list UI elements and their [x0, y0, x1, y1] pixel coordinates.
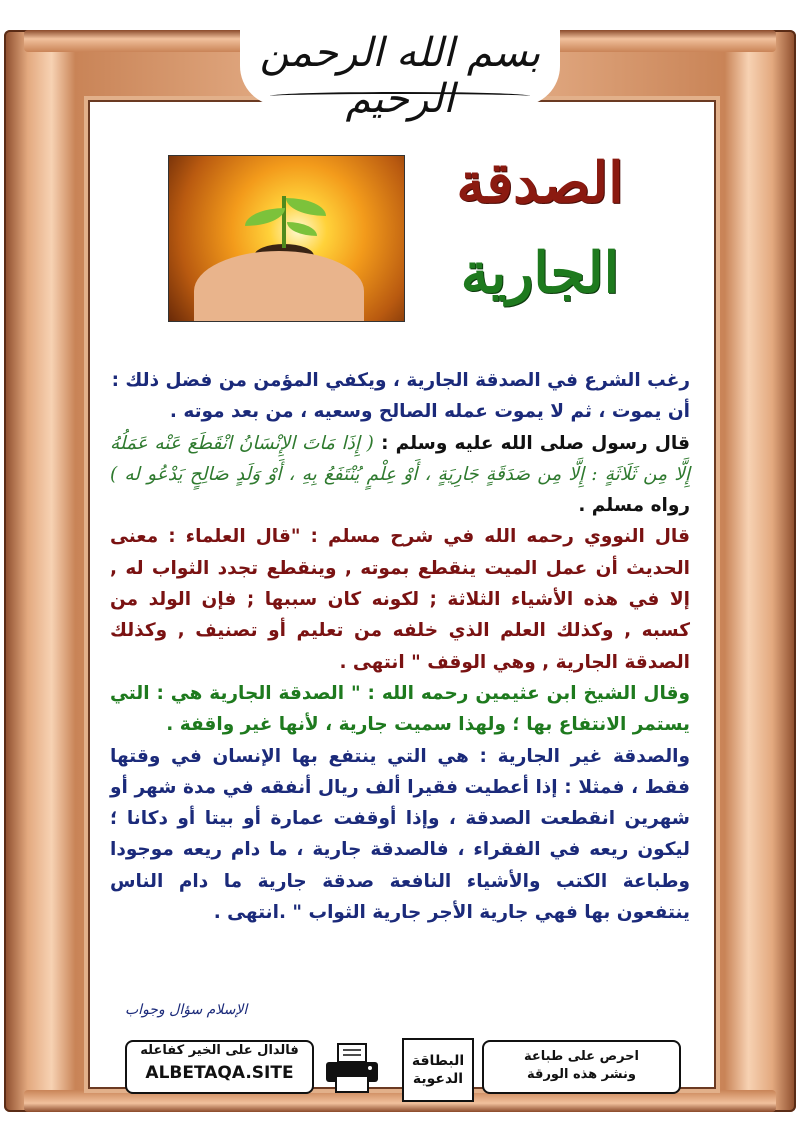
- paragraph-hadith: [110, 428, 690, 522]
- explanation-text: والصدقة غير الجارية : هي التي ينتفع بها الإنسان في وقتها فقط ، فمثلا : إذا أعطيت فقيرا ألف ريال أنفقه في مدة شهر أو شهرين انقطعت الصدقة ، وإذا أوقفت عمارة أو بيتا أو دكانا ؛ ليكون ريعه في الفقراء ، فالصدقة جارية ، ما دام ريعه موجودا وطباعة الكتب والأشياء النافعة صدقة جارية ما دام الناس ينتفعون بها فهي جارية الأجر جارية الثواب " .انتهى .: [110, 745, 690, 924]
- article-body: [110, 365, 690, 928]
- footer-site-box: [125, 1040, 314, 1094]
- title-line-2: الجارية: [460, 240, 620, 306]
- footer-site-link[interactable]: ALBETAQA.SITE: [145, 1063, 294, 1083]
- intro-line-1: رغب الشرع في الصدقة الجارية ، ويكفي المؤمن من فضل ذلك :: [111, 370, 690, 391]
- hadith-intro: قال رسول صلى الله عليه وسلم :: [381, 432, 690, 454]
- basmala-calligraphy: بسم الله الرحمن الرحيم: [259, 30, 541, 122]
- paragraph-intro: [110, 365, 690, 428]
- hadith-text: ( إِذَا مَاتَ الإِنْسَانُ انْقَطَعَ عَنْه عَمَلُهُ إِلَّا مِن ثَلَاثَةٍ : إِلَّا مِن صَدَقَةٍ جَارِيَةٍ ، أَوْ عِلْمٍ يُنْتَفَعُ بِهِ ، أَوْ وَلَدٍ صَالِحٍ يَدْعُو له ): [110, 432, 690, 485]
- hands-shape: [194, 251, 364, 322]
- printer-icon: [322, 1042, 382, 1094]
- source-credit: الإسلام سؤال وجواب: [125, 1002, 248, 1018]
- paragraph-nawawi: [110, 521, 690, 677]
- plant-stem: [282, 196, 286, 248]
- footer-print-line-2: ونشر هذه الورقة: [527, 1067, 636, 1082]
- albetaqa-logo: [402, 1038, 474, 1102]
- footer-print-line-1: احرص على طباعة: [524, 1049, 639, 1064]
- uthaymin-text: وقال الشيخ ابن عثيمين رحمه الله : " الصدقة الجارية هي : التي يستمر الانتفاع بها ؛ ولهذا سميت جارية ، لأنها غير واقفة .: [110, 682, 690, 736]
- nawawi-text: قال النووي رحمه الله في شرح مسلم : "قال العلماء : معنى الحديث أن عمل الميت ينقطع بموته , وينقطع تجدد الثواب له , إلا في هذه الأشياء الثلاثة ; لكونه كان سببها ; فإن الولد من كسبه , وكذلك العلم الذي خلفه من تعليم أو تصنيف , وكذلك الصدقة الجارية , وهي الوقف " انتهى .: [110, 526, 690, 673]
- leaf-small: [287, 222, 317, 236]
- logo-line-1: البطاقة: [411, 1053, 465, 1069]
- logo-line-2: الدعوية: [412, 1071, 464, 1087]
- intro-line-2: أن يموت ، ثم لا يموت عمله الصالح وسعيه ، من بعد موته .: [169, 401, 690, 423]
- paragraph-explanation: [110, 741, 690, 929]
- basmala-ornament: [270, 92, 530, 100]
- footer-print-box: [482, 1040, 681, 1094]
- plant-in-hands-image: [168, 155, 405, 322]
- leaf-right: [286, 198, 326, 216]
- hadith-source: رواه مسلم .: [578, 495, 690, 517]
- basmala-header: [240, 6, 560, 122]
- leaf-left: [245, 208, 285, 226]
- title-line-1: الصدقة: [456, 150, 624, 216]
- footer-proverb: فالدال على الخير كفاعله: [140, 1043, 299, 1058]
- paragraph-uthaymin: [110, 678, 690, 741]
